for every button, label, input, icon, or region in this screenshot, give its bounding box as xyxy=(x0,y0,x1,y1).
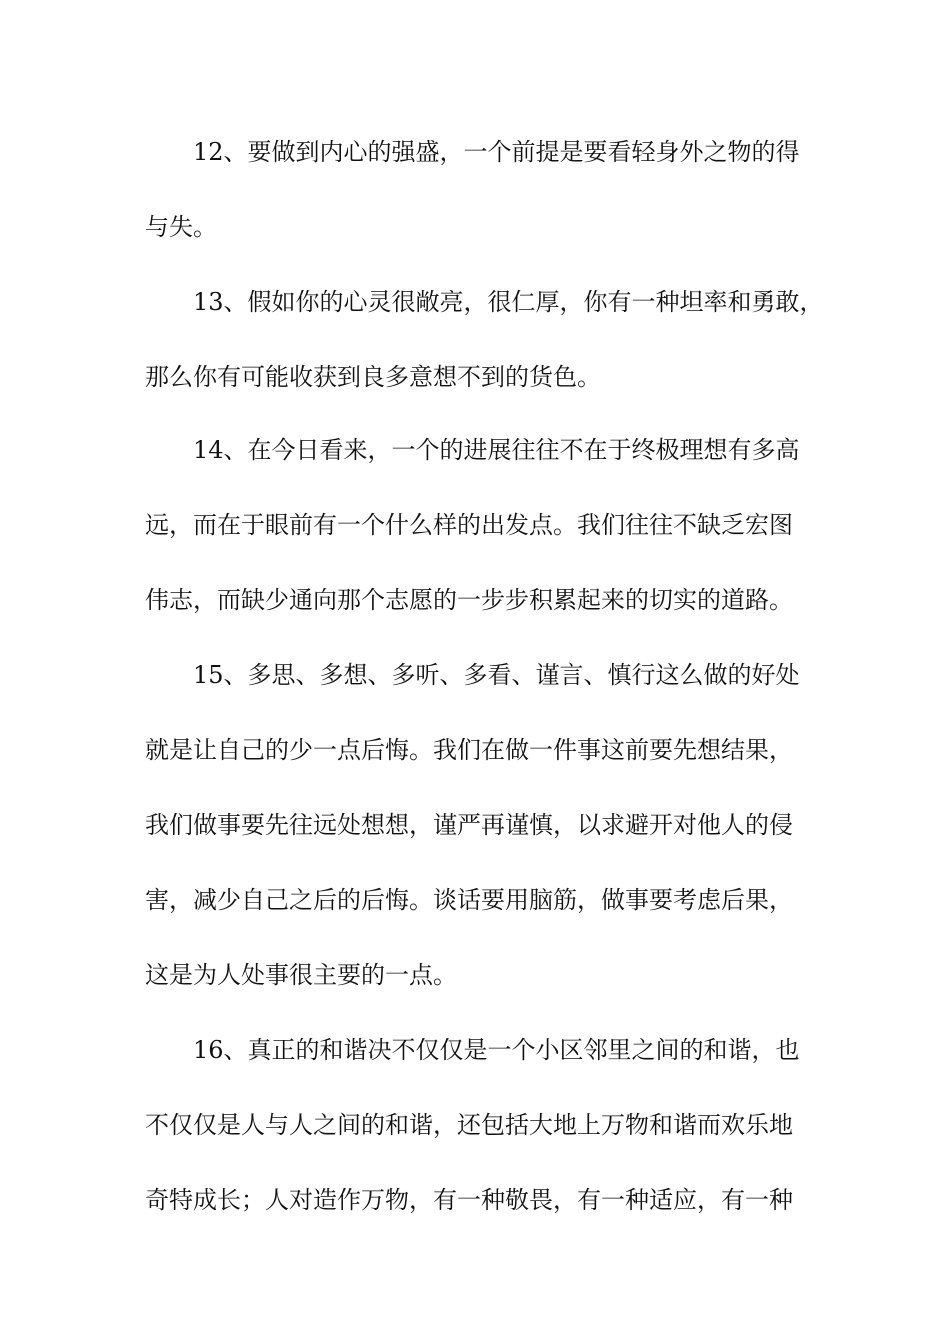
paragraph-15-line-3: 我们做事要先往远处想想，谨严再谨慎，以求避开对他人的侵 xyxy=(145,811,793,839)
paragraph-16-line-2: 不仅仅是人与人之间的和谐，还包括大地上万物和谐而欢乐地 xyxy=(145,1111,793,1139)
paragraph-13-line-2: 那么你有可能收获到良多意想不到的货色。 xyxy=(145,363,601,391)
paragraph-13-line-1: 13、假如你的心灵很敞亮，很仁厚，你有一种坦率和勇敢， xyxy=(193,288,824,316)
paragraph-15-line-5: 这是为人处事很主要的一点。 xyxy=(145,961,457,989)
paragraph-15-line-4: 害，减少自己之后的后悔。谈话要用脑筋，做事要考虑后果， xyxy=(145,886,793,914)
paragraph-14-line-3: 伟志，而缺少通向那个志愿的一步步积累起来的切实的道路。 xyxy=(145,586,793,614)
paragraph-15-line-2: 就是让自己的少一点后悔。我们在做一件事这前要先想结果， xyxy=(145,736,793,764)
paragraph-12-line-1: 12、要做到内心的强盛，一个前提是要看轻身外之物的得 xyxy=(193,138,800,166)
paragraph-16-line-3: 奇特成长；人对造作万物，有一种敬畏，有一种适应，有一种 xyxy=(145,1186,793,1214)
paragraph-14-line-2: 远，而在于眼前有一个什么样的出发点。我们往往不缺乏宏图 xyxy=(145,511,793,539)
paragraph-14-line-1: 14、在今日看来，一个的进展往往不在于终极理想有多高 xyxy=(193,436,800,464)
paragraph-16-line-1: 16、真正的和谐决不仅仅是一个小区邻里之间的和谐，也 xyxy=(193,1036,800,1064)
paragraph-12-line-2: 与失。 xyxy=(145,213,217,241)
paragraph-15-line-1: 15、多思、多想、多听、多看、谨言、慎行这么做的好处 xyxy=(193,661,800,689)
